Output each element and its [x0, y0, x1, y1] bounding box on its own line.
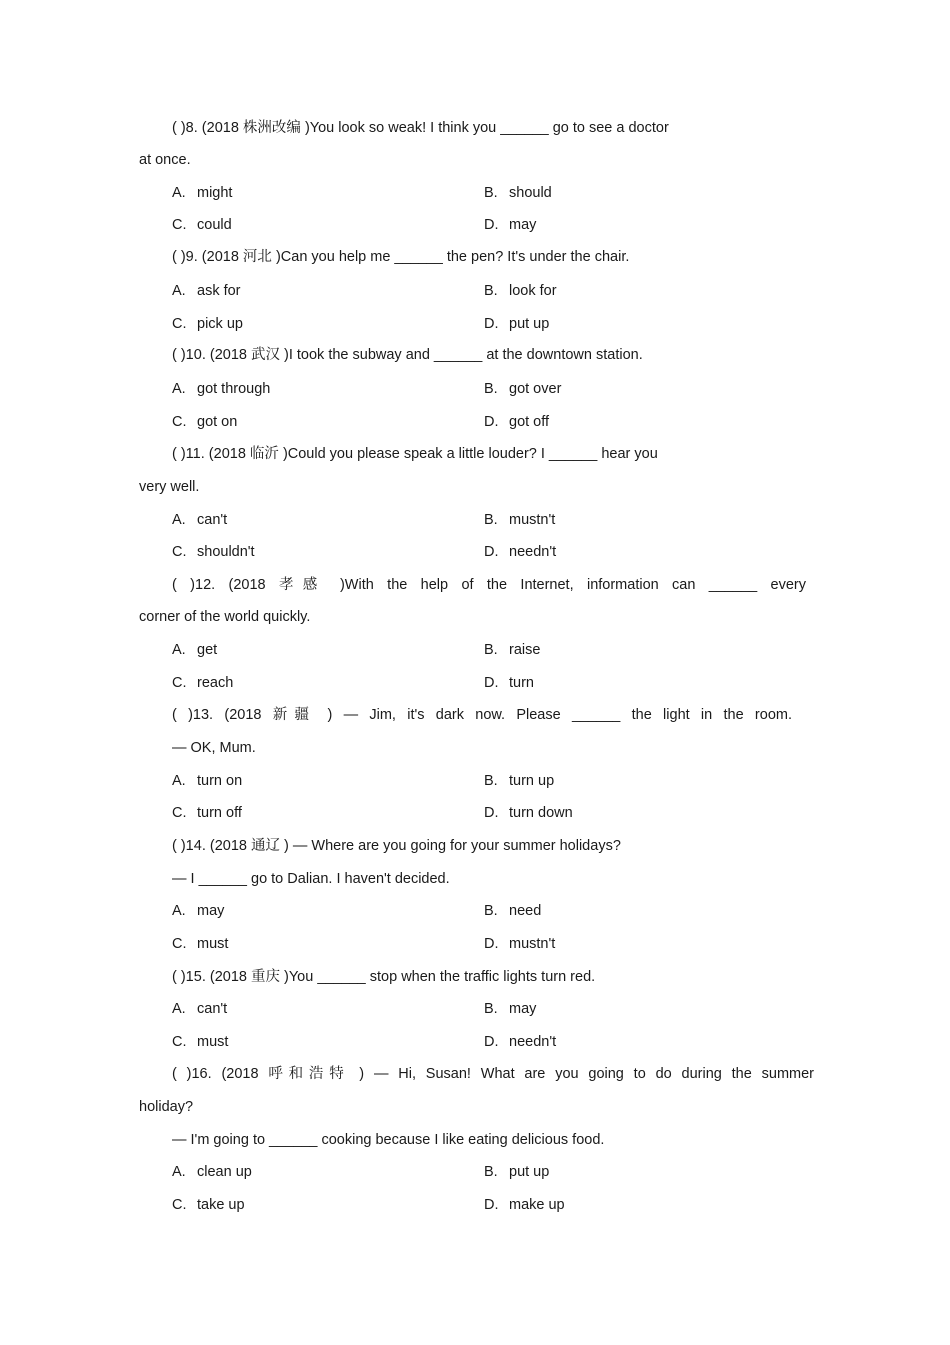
q16-option-d: D. make up [484, 1197, 565, 1213]
question-15-stem: ( )15. (2018 重庆 )You ______ stop when the traffic lights turn red. [172, 969, 596, 985]
q14-option-d: D. mustn't [484, 936, 556, 952]
q10-option-c: C. got on [172, 414, 238, 430]
q10-option-b: B. got over [484, 381, 562, 397]
q13-option-a: A. turn on [172, 773, 243, 789]
q9-option-b: B. look for [484, 283, 557, 299]
q13-option-d: D. turn down [484, 805, 573, 821]
q11-option-d: D. needn't [484, 544, 557, 560]
question-11-stem: ( )11. (2018 临沂 )Could you please speak a little louder? I ______ hear you [172, 446, 658, 462]
q15-option-b: B. may [484, 1001, 537, 1017]
q16-option-b: B. put up [484, 1164, 550, 1180]
q13-option-c: C. turn off [172, 805, 242, 821]
question-12-continuation: corner of the world quickly. [139, 609, 311, 625]
q8-option-b: B. should [484, 185, 552, 201]
question-10-stem: ( )10. (2018 武汉 )I took the subway and ______ at the downtown station. [172, 347, 643, 363]
q14-option-b: B. need [484, 903, 542, 919]
question-14-continuation: — I ______ go to Dalian. I haven't decided. [172, 871, 450, 887]
question-9-stem: ( )9. (2018 河北 )Can you help me ______ the pen? It's under the chair. [172, 249, 630, 265]
question-13-stem: ( )13. (2018 新疆 ) — Jim, it's dark now. Please ______ the light in the room. [172, 707, 792, 723]
q16-option-a: A. clean up [172, 1164, 252, 1180]
question-16-stem: ( )16. (2018 呼和浩特 ) — Hi, Susan! What are you going to do during the summer [172, 1066, 814, 1082]
question-8-stem: ( )8. (2018 株洲改编 )You look so weak! I think you ______ go to see a doctor [172, 120, 669, 136]
q9-option-c: C. pick up [172, 316, 243, 332]
q13-option-b: B. turn up [484, 773, 555, 789]
q8-option-a: A. might [172, 185, 233, 201]
q15-option-a: A. can't [172, 1001, 228, 1017]
q8-option-c: C. could [172, 217, 232, 233]
q12-option-b: B. raise [484, 642, 541, 658]
q16-option-c: C. take up [172, 1197, 245, 1213]
q12-option-c: C. reach [172, 675, 234, 691]
q15-option-c: C. must [172, 1034, 229, 1050]
question-8-continuation: at once. [139, 152, 191, 168]
q14-option-a: A. may [172, 903, 225, 919]
q11-option-a: A. can't [172, 512, 228, 528]
q9-option-d: D. put up [484, 316, 550, 332]
question-16-continuation: holiday? [139, 1099, 194, 1115]
question-11-continuation: very well. [139, 479, 200, 495]
question-12-stem: ( )12. (2018 孝感 )With the help of the Internet, information can ______ every [172, 577, 806, 593]
q11-option-c: C. shouldn't [172, 544, 255, 560]
q15-option-d: D. needn't [484, 1034, 557, 1050]
q14-option-c: C. must [172, 936, 229, 952]
q12-option-a: A. get [172, 642, 218, 658]
q12-option-d: D. turn [484, 675, 534, 691]
q10-option-a: A. got through [172, 381, 271, 397]
q10-option-d: D. got off [484, 414, 550, 430]
q11-option-b: B. mustn't [484, 512, 556, 528]
question-13-continuation: — OK, Mum. [172, 740, 256, 756]
question-14-stem: ( )14. (2018 通辽 ) — Where are you going for your summer holidays? [172, 838, 621, 854]
question-16-reply: — I'm going to ______ cooking because I like eating delicious food. [172, 1132, 605, 1148]
q8-option-d: D. may [484, 217, 537, 233]
q9-option-a: A. ask for [172, 283, 241, 299]
